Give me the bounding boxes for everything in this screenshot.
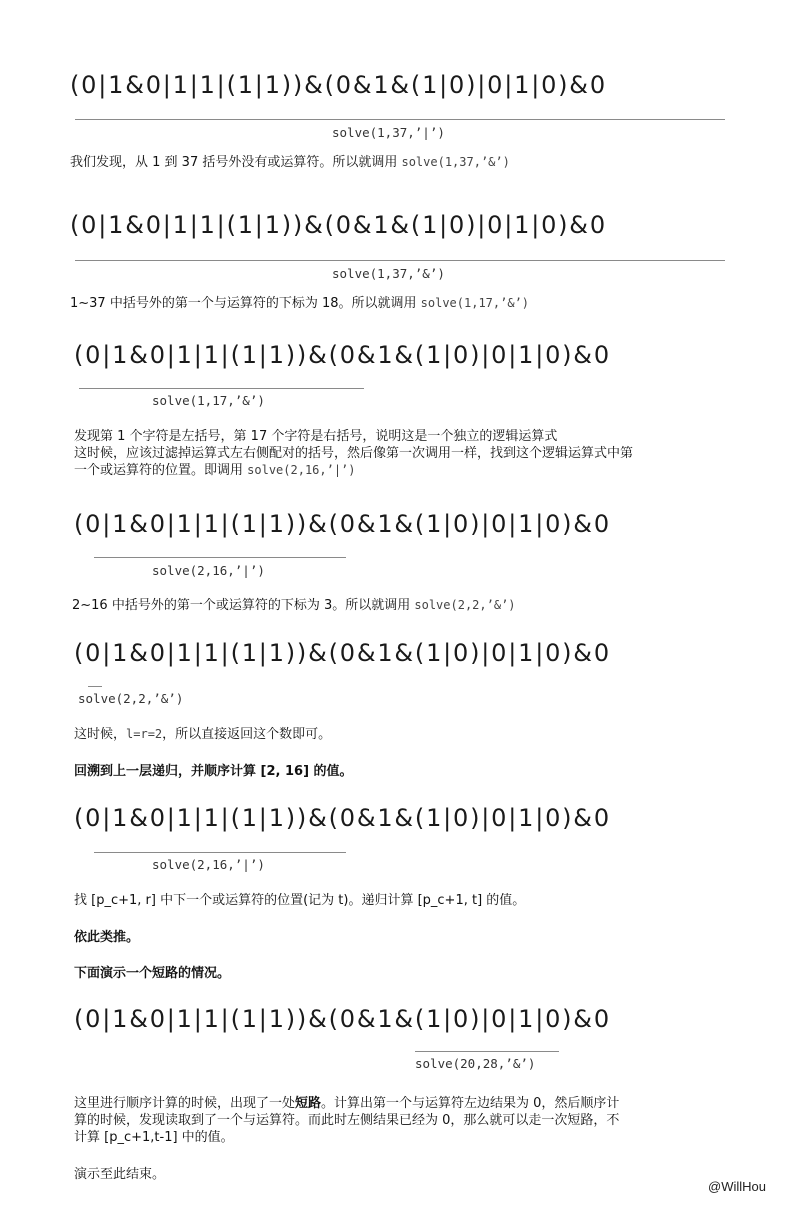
- expression-display: (0|1&0|1|1|(1|1))&(0&1&(1|0)|0|1|0)&0: [74, 1005, 611, 1033]
- inline-code: solve(2,16,’|’): [247, 463, 356, 477]
- expression-display: (0|1&0|1|1|(1|1))&(0&1&(1|0)|0|1|0)&0: [70, 71, 607, 99]
- explanation-sentence: 。计算出第一个与运算符左边结果为 0，然后顺序计: [321, 1096, 620, 1111]
- section-heading: 依此类推。: [74, 930, 140, 945]
- expression-display: (0|1&0|1|1|(1|1))&(0&1&(1|0)|0|1|0)&0: [70, 211, 607, 239]
- explanation-text: [70, 154, 510, 171]
- explanation-line: 算的时候，发现读取到了一个与运算符。而此时左侧结果已经为 0，那么就可以走一次短路，不: [74, 1113, 620, 1128]
- range-underline: [79, 388, 364, 389]
- section-heading: 回溯到上一层递归，并顺序计算 [2, 16] 的值。: [74, 764, 353, 779]
- emphasis-text: 短路: [295, 1096, 322, 1111]
- explanation-sentence: 这时候，: [74, 727, 127, 742]
- inline-code: solve(1,17,’&’): [420, 296, 530, 310]
- expression-display: (0|1&0|1|1|(1|1))&(0&1&(1|0)|0|1|0)&0: [74, 341, 611, 369]
- range-underline: [94, 557, 346, 558]
- explanation-sentence: 我们发现，从 1 到 37 括号外没有或运算符。所以就调用: [70, 155, 402, 170]
- closing-text: 演示至此结束。: [74, 1167, 166, 1182]
- expression-display: (0|1&0|1|1|(1|1))&(0&1&(1|0)|0|1|0)&0: [74, 510, 611, 538]
- inline-code: solve(1,37,’&’): [401, 155, 510, 169]
- solve-call-label: solve(1,17,’&’): [152, 393, 265, 408]
- range-underline: [415, 1051, 559, 1052]
- range-underline: [75, 119, 725, 120]
- solve-call-label: solve(1,37,’&’): [332, 266, 445, 281]
- solve-call-label: solve(2,16,’|’): [152, 857, 265, 872]
- explanation-line: [74, 462, 633, 479]
- range-underline: [94, 852, 346, 853]
- solve-call-label: solve(2,2,’&’): [78, 691, 184, 706]
- explanation-sentence: 2~16 中括号外的第一个或运算符的下标为 3。所以就调用: [72, 598, 415, 613]
- explanation-text: [72, 597, 516, 614]
- explanation-text: [74, 726, 331, 743]
- inline-code: solve(2,2,’&’): [414, 598, 516, 612]
- explanation-sentence: 1~37 中括号外的第一个与运算符的下标为 18。所以就调用: [70, 296, 421, 311]
- explanation-sentence: ，所以直接返回这个数即可。: [162, 727, 332, 742]
- expression-display: (0|1&0|1|1|(1|1))&(0&1&(1|0)|0|1|0)&0: [74, 804, 611, 832]
- explanation-line: 计算 [p_c+1,t-1] 中的值。: [74, 1130, 234, 1145]
- solve-call-label: solve(2,16,’|’): [152, 563, 265, 578]
- range-underline: [88, 686, 102, 687]
- explanation-sentence: 一个或运算符的位置。即调用: [74, 463, 248, 478]
- explanation-paragraph: [74, 1095, 619, 1146]
- explanation-line: 这时候，应该过滤掉运算式左右侧配对的括号，然后像第一次调用一样，找到这个逻辑运算式中第: [74, 446, 634, 461]
- solve-call-label: solve(1,37,’|’): [332, 125, 445, 140]
- explanation-sentence: 这里进行顺序计算的时候，出现了一处: [74, 1096, 296, 1111]
- explanation-text: 找 [p_c+1, r] 中下一个或运算符的位置(记为 t)。递归计算 [p_c+1, t] 的值。: [74, 893, 526, 908]
- solve-call-label: solve(20,28,’&’): [415, 1056, 536, 1071]
- explanation-line: 发现第 1 个字符是左括号，第 17 个字符是右括号，说明这是一个独立的逻辑运算式: [74, 429, 558, 444]
- explanation-line: [74, 1095, 619, 1112]
- range-underline: [75, 260, 725, 261]
- expression-display: (0|1&0|1|1|(1|1))&(0&1&(1|0)|0|1|0)&0: [74, 639, 611, 667]
- explanation-paragraph: [74, 428, 633, 479]
- explanation-text: [70, 295, 529, 312]
- section-heading: 下面演示一个短路的情况。: [74, 966, 231, 981]
- inline-code: l=r=2: [126, 727, 163, 741]
- author-watermark: @WillHou: [708, 1179, 766, 1194]
